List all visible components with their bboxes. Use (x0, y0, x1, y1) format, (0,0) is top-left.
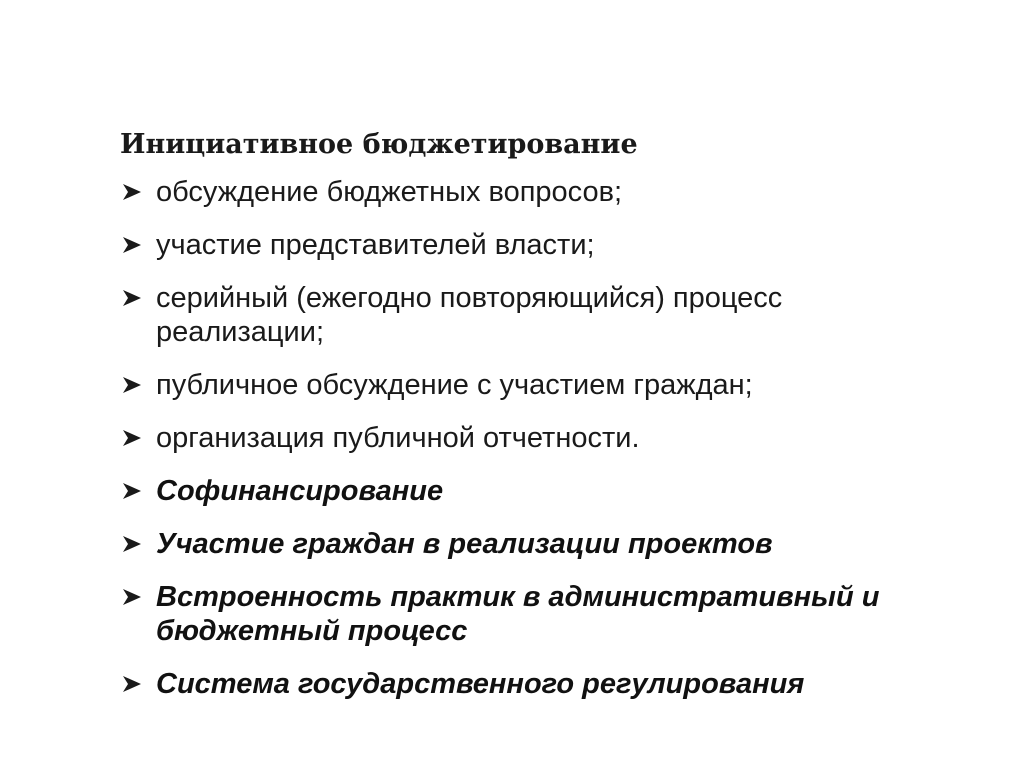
bullet-text: Встроенность практик в административный и бюджетный процесс (156, 581, 880, 647)
slide-title: Инициативное бюджетирование (120, 129, 638, 160)
bullet-list (120, 175, 1010, 720)
arrowhead-bullet-icon (120, 527, 156, 561)
arrowhead-bullet-icon (120, 368, 156, 402)
arrowhead-bullet-icon (120, 580, 156, 614)
bullet-item (120, 421, 1010, 455)
bullet-item (120, 175, 1010, 209)
bullet-text: Участие граждан в реализации проектов (156, 528, 773, 560)
bullet-text: обсуждение бюджетных вопросов; (156, 176, 623, 208)
arrowhead-bullet-icon (120, 667, 156, 701)
arrowhead-bullet-icon (120, 281, 156, 315)
bullet-item-emphasis (120, 580, 1010, 648)
bullet-text: серийный (ежегодно повторяющийся) процесс реализации; (156, 282, 783, 348)
bullet-item (120, 281, 1010, 349)
arrowhead-bullet-icon (120, 421, 156, 455)
bullet-item-emphasis (120, 527, 1010, 561)
bullet-text: публичное обсуждение с участием граждан; (156, 369, 753, 401)
bullet-text: Система государственного регулирования (156, 668, 805, 700)
arrowhead-bullet-icon (120, 175, 156, 209)
bullet-text: Софинансирование (156, 475, 444, 507)
arrowhead-bullet-icon (120, 228, 156, 262)
bullet-text: участие представителей власти; (156, 229, 595, 261)
bullet-text: организация публичной отчетности. (156, 422, 640, 454)
bullet-item (120, 368, 1010, 402)
bullet-item-emphasis (120, 474, 1010, 508)
bullet-item-emphasis (120, 667, 1010, 701)
bullet-item (120, 228, 1010, 262)
arrowhead-bullet-icon (120, 474, 156, 508)
